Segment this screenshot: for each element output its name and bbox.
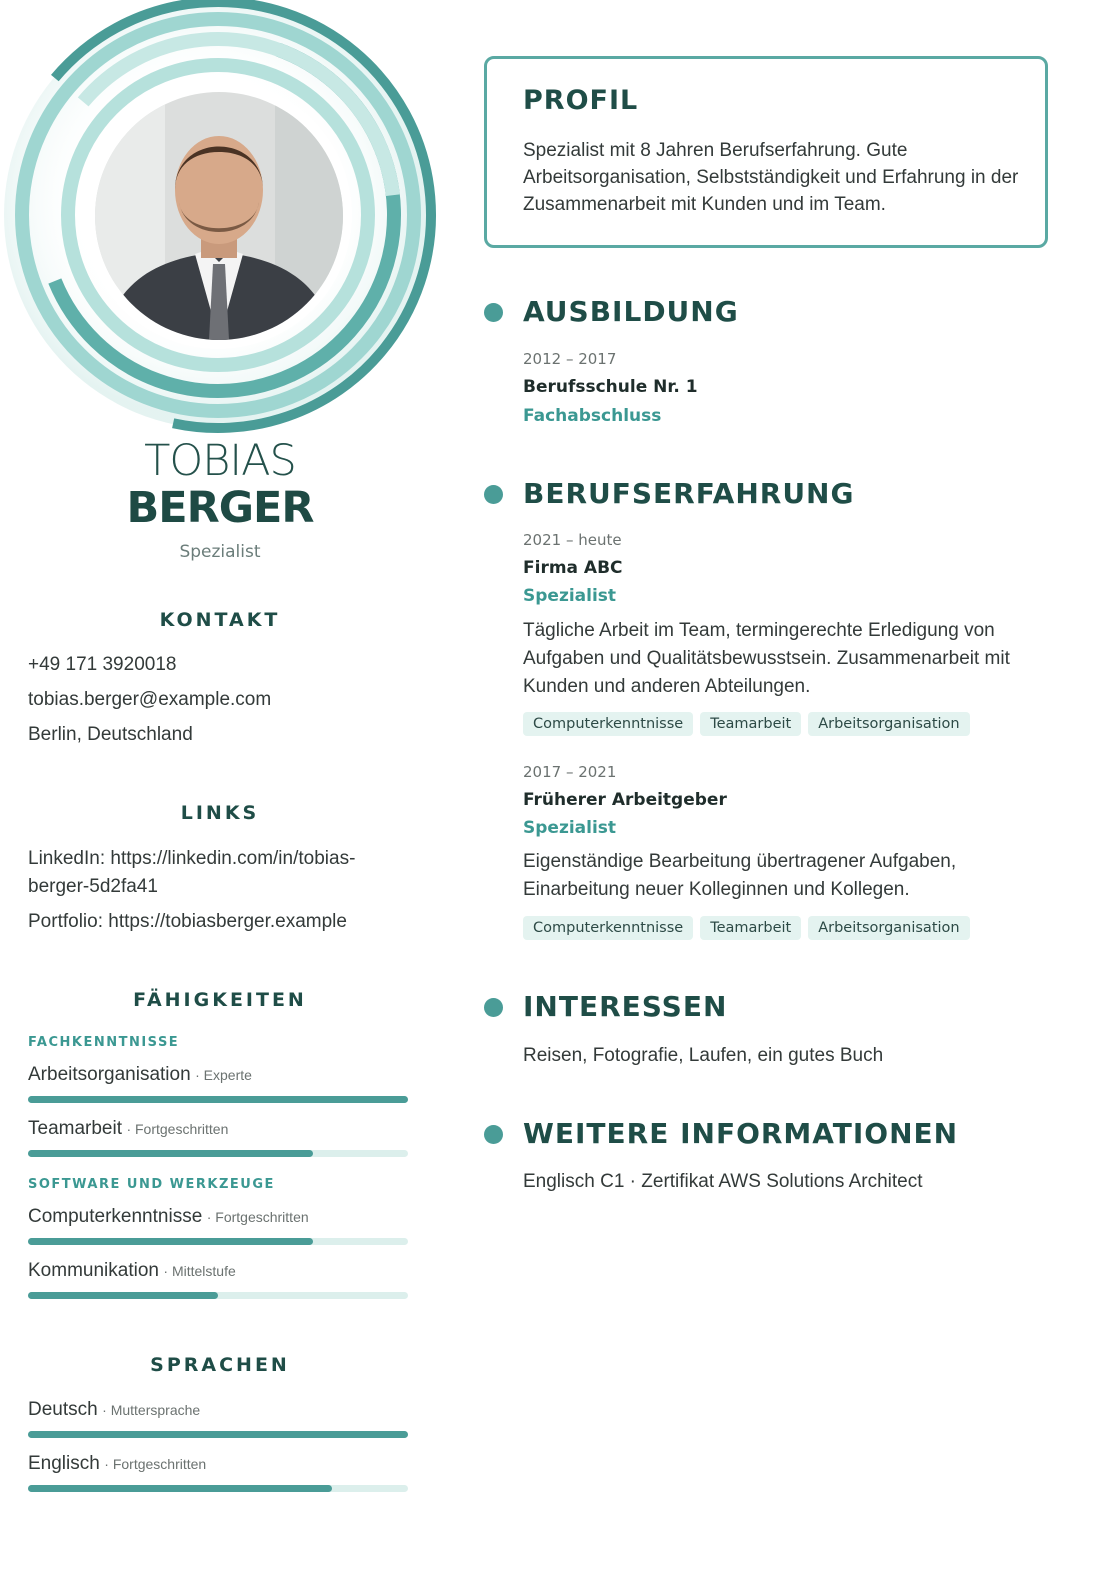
job-date: 2021 – heute (523, 531, 622, 549)
languages-heading: SPRACHEN (150, 1354, 290, 1376)
experience-heading: BERUFSERFAHRUNG (523, 477, 855, 510)
profile-box (484, 56, 1048, 248)
language-label (28, 1399, 200, 1421)
skill-name: Teamarbeit (28, 1118, 122, 1139)
contact-location: Berlin, Deutschland (28, 724, 193, 745)
skill-label (28, 1206, 309, 1228)
skill-bar (28, 1096, 408, 1103)
section-bullet-icon (484, 1125, 503, 1144)
interests-text: Reisen, Fotografie, Laufen, ein gutes Buch (523, 1045, 884, 1066)
interests-heading: INTERESSEN (523, 990, 728, 1023)
skill-name: Arbeitsorganisation (28, 1064, 191, 1085)
job-company: Früherer Arbeitgeber (523, 790, 727, 810)
job-title: Spezialist (179, 542, 261, 562)
additional-text: Englisch C1 · Zertifikat AWS Solutions Architect (523, 1171, 923, 1192)
skill-tag: Arbeitsorganisation (808, 916, 969, 940)
job-tags (523, 916, 970, 940)
link-linkedin[interactable]: LinkedIn: https://linkedin.com/in/tobias-berger-5d2fa41 (28, 848, 356, 897)
skill-name: Computerkenntnisse (28, 1206, 203, 1227)
link-portfolio[interactable]: Portfolio: https://tobiasberger.example (28, 911, 347, 932)
skill-name: Kommunikation (28, 1260, 159, 1281)
language-bar-fill (28, 1431, 408, 1438)
skill-label (28, 1260, 236, 1282)
skill-level: · Experte (195, 1067, 252, 1083)
skill-label (28, 1118, 228, 1140)
skill-level: · Fortgeschritten (206, 1209, 309, 1225)
skill-level: · Mittelstufe (163, 1263, 236, 1279)
job-date: 2017 – 2021 (523, 763, 617, 781)
job-description: Eigenständige Bearbeitung übertragener Aufgaben, Einarbeitung neuer Kolleginnen und Kollegen. (523, 851, 957, 900)
job-description: Tägliche Arbeit im Team, termingerechte Erledigung von Aufgaben und Qualitätsbewusstsein. Zusammenarbeit mit Kunden und anderen Abteilungen. (523, 620, 1010, 697)
language-level: · Fortgeschritten (104, 1456, 207, 1472)
education-heading: AUSBILDUNG (523, 295, 739, 328)
language-name: Englisch (28, 1453, 100, 1474)
section-bullet-icon (484, 998, 503, 1017)
education-date: 2012 – 2017 (523, 350, 617, 368)
section-bullet-icon (484, 303, 503, 322)
sidebar (0, 0, 440, 1584)
education-degree: Fachabschluss (523, 406, 662, 426)
job-role: Spezialist (523, 818, 617, 838)
skill-label (28, 1064, 252, 1086)
contact-phone[interactable]: +49 171 3920018 (28, 654, 177, 675)
skill-bar-fill (28, 1150, 313, 1157)
section-bullet-icon (484, 485, 503, 504)
skill-group-title: FACHKENNTNISSE (28, 1035, 180, 1050)
last-name: BERGER (126, 483, 314, 533)
skill-bar-fill (28, 1096, 408, 1103)
skill-bar-fill (28, 1292, 218, 1299)
language-bar (28, 1431, 408, 1438)
skill-tag: Teamarbeit (700, 916, 801, 940)
skill-tag: Computerkenntnisse (523, 712, 693, 736)
skill-tag: Arbeitsorganisation (808, 712, 969, 736)
profile-photo (95, 92, 343, 340)
links-heading: LINKS (180, 802, 260, 824)
education-school: Berufsschule Nr. 1 (523, 377, 698, 397)
skill-bar (28, 1238, 408, 1245)
language-bar-fill (28, 1485, 332, 1492)
language-bar (28, 1485, 408, 1492)
skills-heading: FÄHIGKEITEN (133, 989, 307, 1011)
job-role: Spezialist (523, 586, 617, 606)
skill-bar (28, 1292, 408, 1299)
profile-text: Spezialist mit 8 Jahren Berufserfahrung. Gute Arbeitsorganisation, Selbstständigkeit und Erfahrung in der Zusammenarbeit mit Kunden und im Team. (523, 140, 1019, 215)
job-company: Firma ABC (523, 558, 623, 578)
additional-heading: WEITERE INFORMATIONEN (523, 1117, 959, 1150)
first-name: TOBIAS (144, 436, 296, 486)
skill-tag: Teamarbeit (700, 712, 801, 736)
job-tags (523, 712, 970, 736)
language-name: Deutsch (28, 1399, 98, 1420)
profile-heading: PROFIL (523, 85, 639, 116)
contact-heading: KONTAKT (159, 609, 281, 631)
skill-level: · Fortgeschritten (126, 1121, 229, 1137)
language-label (28, 1453, 206, 1475)
contact-email[interactable]: tobias.berger@example.com (28, 689, 272, 710)
skill-bar (28, 1150, 408, 1157)
skill-tag: Computerkenntnisse (523, 916, 693, 940)
skill-bar-fill (28, 1238, 313, 1245)
language-level: · Muttersprache (102, 1402, 201, 1418)
skill-group-title: SOFTWARE UND WERKZEUGE (28, 1177, 275, 1192)
